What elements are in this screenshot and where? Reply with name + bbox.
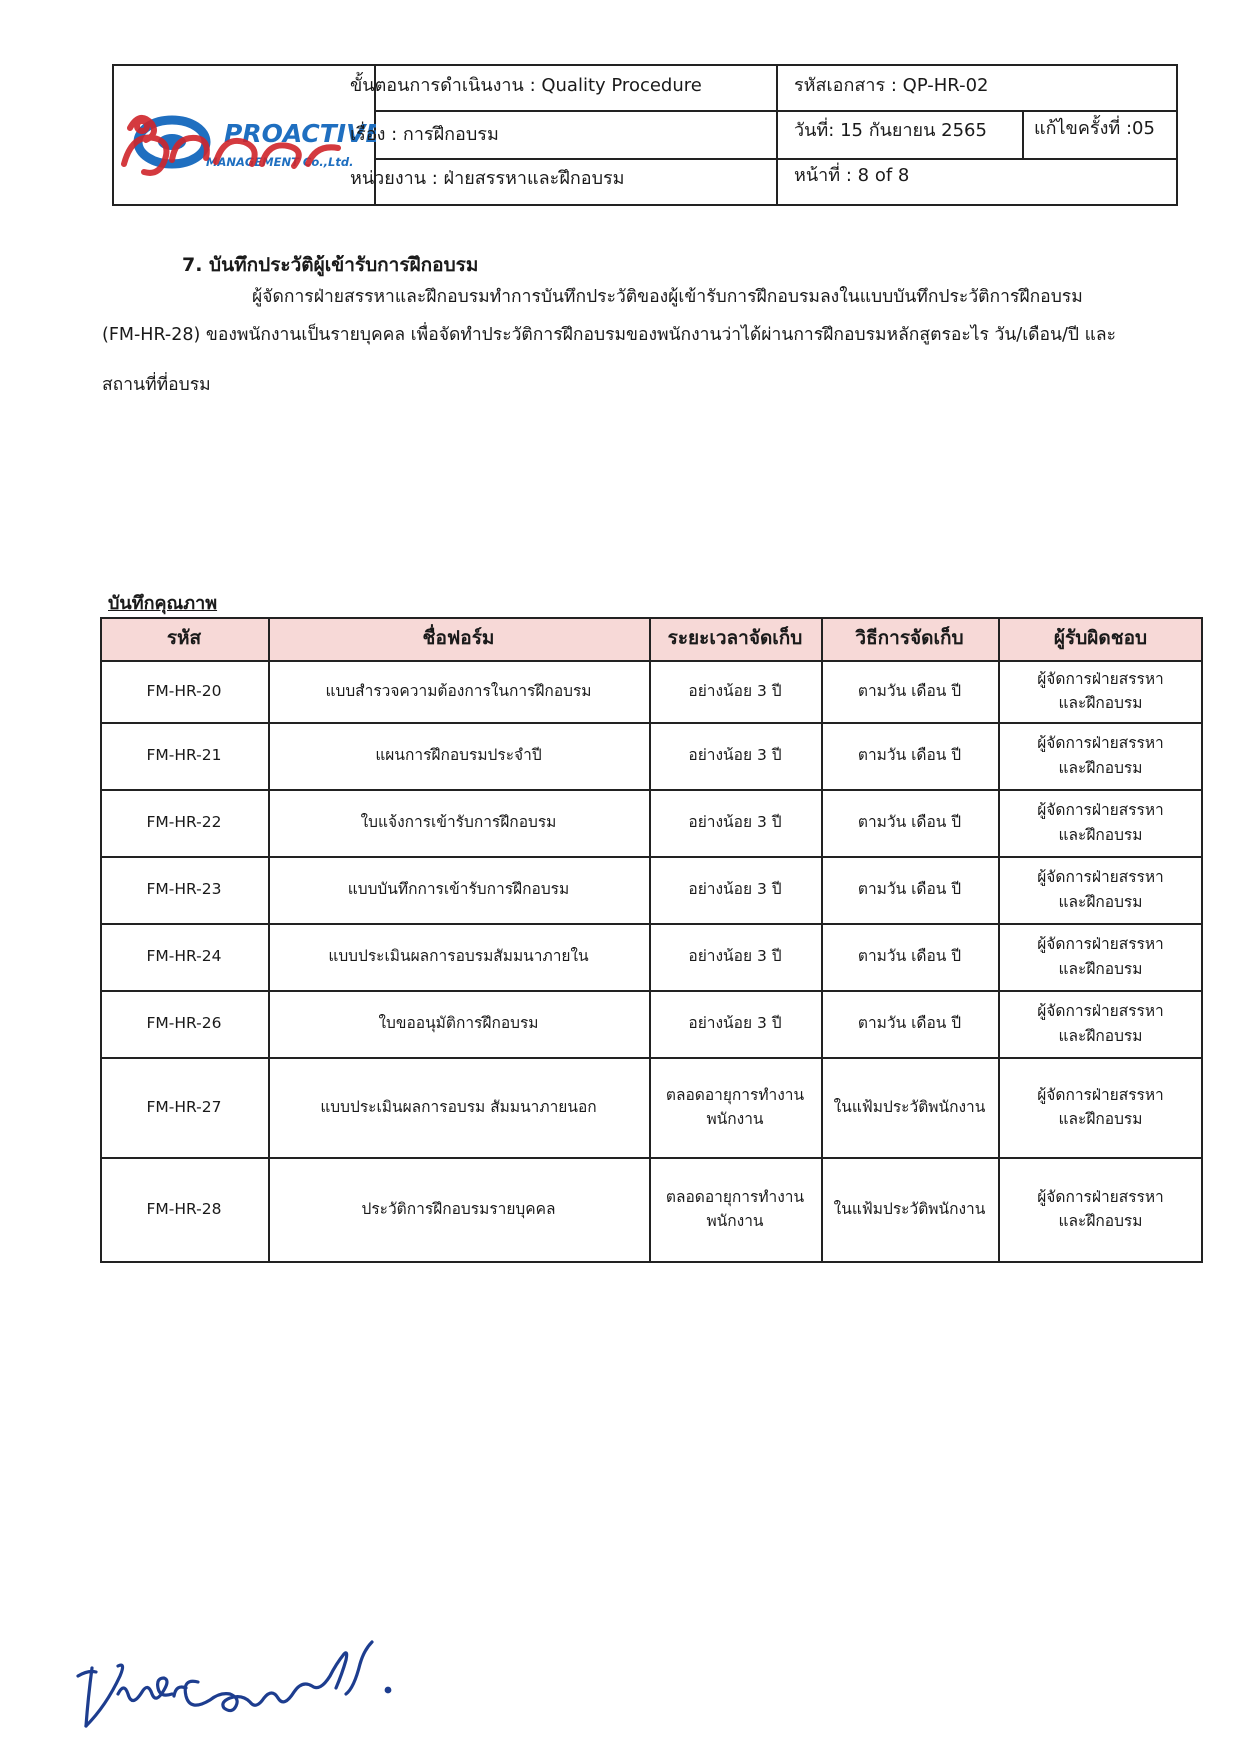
document-date: วันที่: 15 กันยายน 2565 (794, 120, 987, 141)
cell-form-code: FM-HR-28 (146, 1199, 222, 1218)
cell-form-code: FM-HR-21 (146, 746, 222, 765)
cell-form-code: FM-HR-27 (146, 1097, 222, 1116)
cell-form-code: FM-HR-26 (146, 1014, 222, 1033)
cell-responsible (998, 722, 1203, 789)
cell-retention: อย่างน้อย 3 ปี (688, 880, 782, 899)
cell-responsible (998, 990, 1203, 1057)
cell-responsible (998, 856, 1203, 923)
paragraph-line: (FM-HR-28) ของพนักงานเป็นรายบุคคล เพื่อจัดทำประวัติการฝึกอบรมของพนักงานว่าได้ผ่านการฝึกอบรมหลักสูตรอะไร วัน/เดือน/ปี และ (102, 325, 1116, 345)
responsible-line: และฝึกอบรม (1058, 694, 1143, 712)
table-row-divider (100, 1261, 1203, 1263)
cell-form-name: แบบประเมินผลการอบรม สัมมนาภายนอก (320, 1097, 597, 1116)
responsible-line: ผู้จัดการฝ่ายสรรหา (1037, 1002, 1164, 1021)
document-subject: เรื่อง : การฝึกอบรม (350, 124, 499, 145)
cell-form-code: FM-HR-23 (146, 880, 222, 899)
section-heading: 7. บันทึกประวัติผู้เข้ารับการฝึกอบรม (182, 254, 479, 276)
department: หน่วยงาน : ฝ่ายสรรหาและฝึกอบรม (350, 168, 625, 189)
cell-form-code: FM-HR-24 (146, 947, 222, 966)
paragraph-line: ผู้จัดการฝ่ายสรรหาและฝึกอบรมทำการบันทึกประวัติของผู้เข้ารับการฝึกอบรมลงในแบบบันทึกประวัติการฝึกอบรม (252, 287, 1083, 307)
procedure-label: ขั้นตอนการดำเนินงาน : Quality Procedure (350, 75, 702, 96)
cell-form-code: FM-HR-20 (146, 681, 222, 700)
cell-form-name: ประวัติการฝึกอบรมรายบุคคล (361, 1199, 556, 1218)
cell-storage-method: ตามวัน เดือน ปี (857, 681, 962, 700)
cell-storage-method: ตามวัน เดือน ปี (857, 880, 962, 899)
responsible-line: ผู้จัดการฝ่ายสรรหา (1037, 734, 1164, 753)
cell-retention: ตลอดอายุการทำงาน พนักงาน (665, 1085, 805, 1128)
cell-form-name: ใบแจ้งการเข้ารับการฝึกอบรม (360, 813, 557, 832)
cell-responsible (998, 660, 1203, 722)
cell-storage-method: ตามวัน เดือน ปี (857, 947, 962, 966)
document-header (112, 64, 1178, 206)
cell-form-name: แบบประเมินผลการอบรมสัมมนาภายใน (328, 947, 589, 966)
cell-form-code: FM-HR-22 (146, 813, 222, 832)
responsible-line: และฝึกอบรม (1058, 758, 1143, 777)
cell-responsible (998, 923, 1203, 990)
header-responsible: ผู้รับผิดชอบ (1053, 626, 1148, 649)
document-code: รหัสเอกสาร : QP-HR-02 (794, 75, 989, 96)
quality-records-table (100, 617, 1203, 1261)
responsible-line: ผู้จัดการฝ่ายสรรหา (1037, 1187, 1164, 1206)
signature (70, 1598, 410, 1738)
header-form-name: ชื่อฟอร์ม (422, 626, 495, 649)
cell-form-name: แผนการฝึกอบรมประจำปี (375, 746, 542, 765)
responsible-line: ผู้จัดการฝ่ายสรรหา (1037, 669, 1164, 688)
revision-number: แก้ไขครั้งที่ :05 (1034, 118, 1155, 139)
responsible-line: และฝึกอบรม (1058, 1212, 1143, 1230)
cell-responsible (998, 1057, 1203, 1157)
cell-form-name: ใบขออนุมัติการฝึกอบรม (378, 1014, 539, 1033)
logo-subtext: MANAGEMENT Co.,Ltd. (206, 155, 354, 169)
responsible-line: ผู้จัดการฝ่ายสรรหา (1037, 801, 1164, 820)
responsible-line: ผู้จัดการฝ่ายสรรหา (1037, 868, 1164, 887)
logo-text: PROACTIVE (224, 119, 376, 148)
responsible-line: และฝึกอบรม (1058, 959, 1143, 978)
cell-responsible (998, 789, 1203, 856)
responsible-line: และฝึกอบรม (1058, 1026, 1143, 1045)
company-logo (112, 64, 376, 206)
responsible-line: และฝึกอบรม (1058, 825, 1143, 844)
cell-storage-method: ในแฟ้มประวัติพนักงาน (833, 1199, 986, 1218)
cell-storage-method: ในแฟ้มประวัติพนักงาน (833, 1097, 986, 1116)
responsible-line: ผู้จัดการฝ่ายสรรหา (1037, 935, 1164, 954)
header-storage-method: วิธีการจัดเก็บ (855, 626, 964, 649)
paragraph-line: สถานที่ที่อบรม (102, 375, 211, 395)
quality-records-title: บันทึกคุณภาพ (108, 593, 218, 614)
responsible-line: ผู้จัดการฝ่ายสรรหา (1037, 1085, 1164, 1104)
cell-retention: อย่างน้อย 3 ปี (688, 1014, 782, 1033)
cell-retention: อย่างน้อย 3 ปี (688, 947, 782, 966)
cell-storage-method: ตามวัน เดือน ปี (857, 813, 962, 832)
cell-retention: อย่างน้อย 3 ปี (688, 681, 782, 700)
cell-form-name: แบบบันทึกการเข้ารับการฝึกอบรม (347, 880, 570, 899)
cell-retention: ตลอดอายุการทำงาน พนักงาน (665, 1187, 805, 1230)
cell-responsible (998, 1157, 1203, 1261)
header-retention: ระยะเวลาจัดเก็บ (667, 626, 803, 649)
header-code: รหัส (166, 626, 202, 649)
cell-storage-method: ตามวัน เดือน ปี (857, 746, 962, 765)
responsible-line: และฝึกอบรม (1058, 892, 1143, 911)
page-number: หน้าที่ : 8 of 8 (794, 165, 910, 186)
responsible-line: และฝึกอบรม (1058, 1110, 1143, 1128)
cell-storage-method: ตามวัน เดือน ปี (857, 1014, 962, 1033)
cell-retention: อย่างน้อย 3 ปี (688, 813, 782, 832)
cell-form-name: แบบสำรวจความต้องการในการฝึกอบรม (325, 681, 592, 700)
cell-retention: อย่างน้อย 3 ปี (688, 746, 782, 765)
